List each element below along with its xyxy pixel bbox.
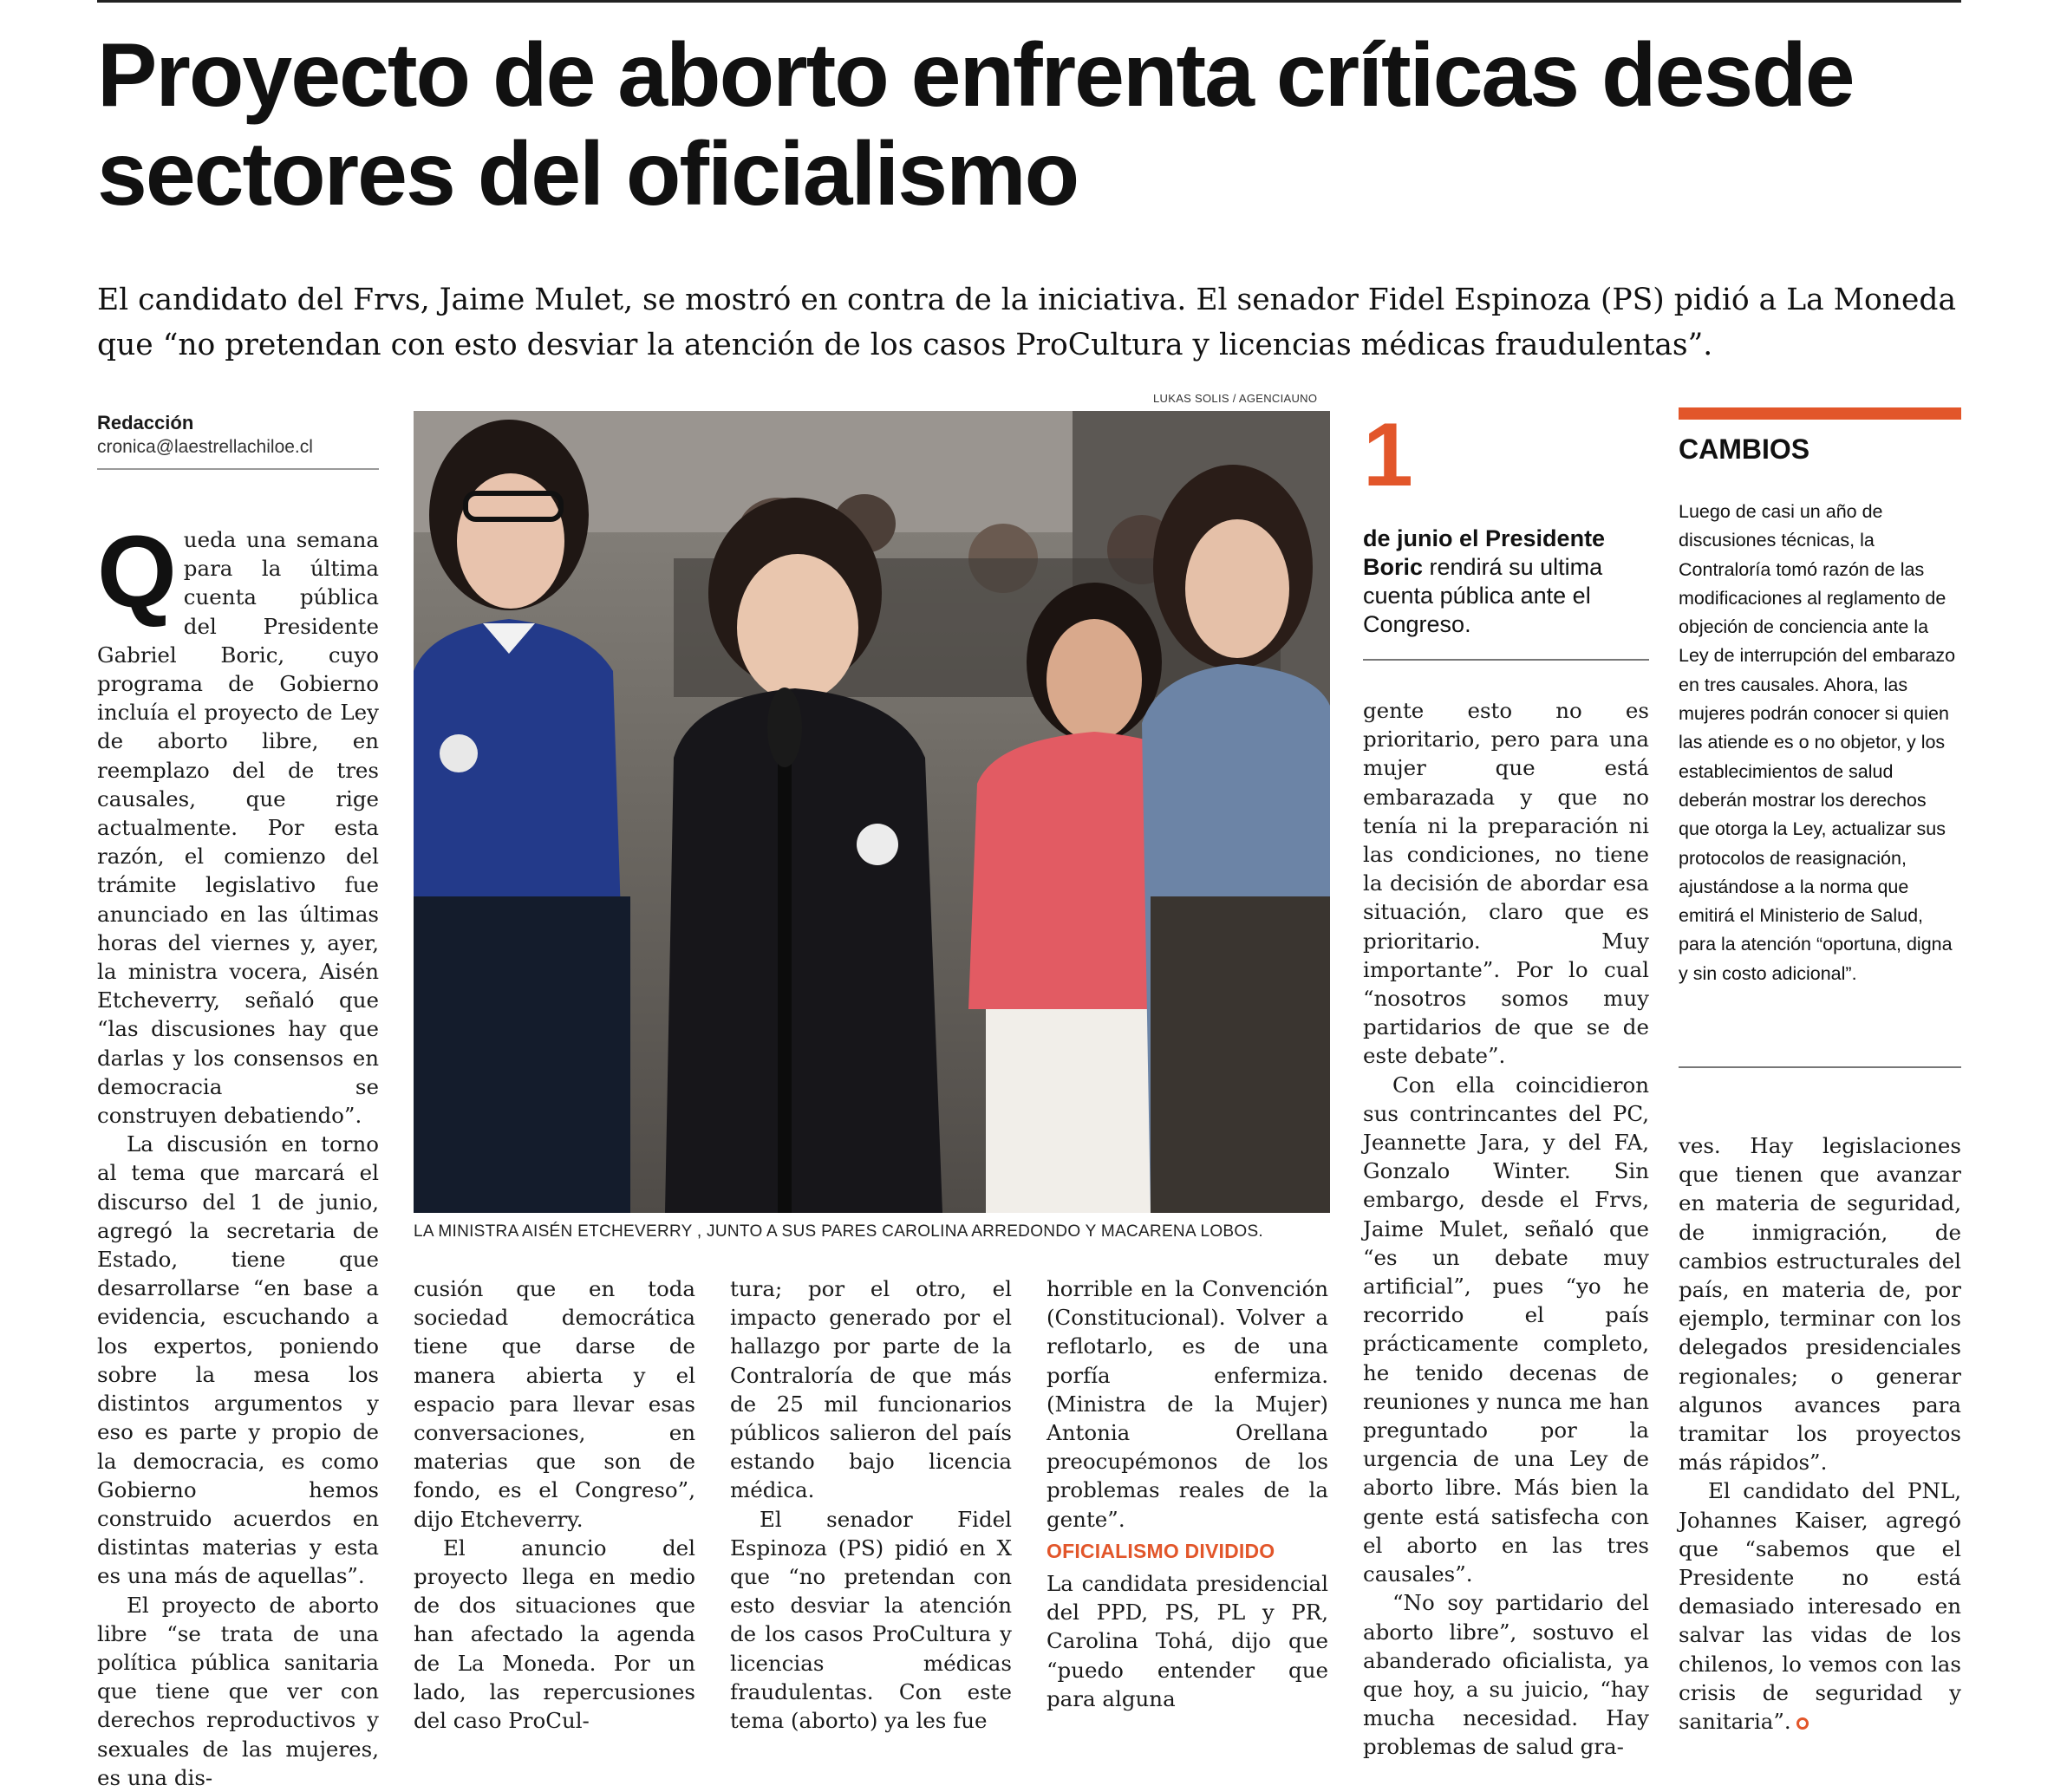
paragraph: gente esto no es prioritario, pero para una mujer que está embarazada y que no tenía ni la preparación ni las condiciones, no tiene la decisión de abordar esa situación, claro que es prioritario. Muy importante”. Por lo cual “nosotros somos muy partidarios de que se de este debate”. (1363, 698, 1649, 1069)
end-mark-icon (1796, 1717, 1809, 1730)
photo-image (414, 411, 1330, 1213)
paragraph: cusión que en toda sociedad democrática tiene que darse de manera abierta y el espacio para llevar esas conversaciones, en materias que son de fondo, es el Congreso”, dijo Etcheverry. (414, 1276, 695, 1532)
article-column-4 (1047, 1274, 1328, 1713)
photo (414, 411, 1330, 1213)
article-column-5 (1363, 696, 1649, 1762)
photo-caption: LA MINISTRA AISÉN ETCHEVERRY , JUNTO A SUS PARES CAROLINA ARREDONDO Y MACARENA LOBOS. (414, 1222, 1264, 1241)
paragraph: El anuncio del proyecto llega en medio de dos situaciones que han afectado la agenda de La Moneda. Por un lado, las repercusiones del caso ProCul- (414, 1535, 695, 1734)
sidebar-accent-bar (1679, 407, 1961, 420)
paragraph: Con ella coincidieron sus contrincantes del PC, Jeannette Jara, y del FA, Gonzalo Winter. Sin embargo, desde el Frvs, Jaime Mulet, señaló que “es un debate muy artificial”, pues “yo he recorrido el país prácticamente completo, he tenido decenas de reuniones y nunca me han preguntado por la urgencia de una Ley de aborto libre. Más bien la gente está satisfecha con el aborto en las tres causales”. (1363, 1072, 1649, 1587)
article-column-3 (730, 1274, 1012, 1735)
top-rule (97, 0, 1961, 3)
byline-name: Redacción (97, 412, 194, 433)
paragraph: La discusión en torno al tema que marcará el discurso del 1 de junio, agregó la secretaria de Estado, tiene que desarrollarse “en base a evidencia, escuchando a los expertos, poniendo sobre la mesa los distintos argumentos y eso es parte y propio de la democracia, es como Gobierno hemos construido acuerdos en distintas materias y esta es una más de aquellas”. (97, 1131, 379, 1589)
paragraph: El candidato del PNL, Johannes Kaiser, agregó que “sabemos que el Presidente no está demasiado interesado en salvar las vidas de los chilenos, lo vemos con las crisis de seguridad y sanitaria”. (1679, 1478, 1961, 1735)
article-column-6 (1679, 1131, 1961, 1736)
paragraph: Queda una semana para la última cuenta pública del Presidente Gabriel Boric, cuyo programa de Gobierno incluía el proyecto de Ley de aborto libre, en reemplazo del de tres causales, que rige actualmente. Por esta razón, el comienzo del trámite legislativo fue anunciado en las últimas horas del viernes y, ayer, la ministra vocera, Aisén Etcheverry, señaló que “las discusiones hay que darlas y los consensos en democracia se construyen debatiendo”. (97, 515, 379, 1129)
paragraph: tura; por el otro, el impacto generado por el hallazgo por parte de la Contraloría de que más de 25 mil funcionarios públicos salieron del país estando bajo licencia médica. (730, 1276, 1012, 1503)
sidebar-divider (1679, 1066, 1961, 1068)
sidebar-body: Luego de casi un año de discusiones técnicas, la Contraloría tomó razón de las modificaciones al reglamento de objeción de conciencia ante la Ley de interrupción del embarazo en tres causales. Ahora, las mujeres podrán conocer si quien las atiende es o no objetor, y los establecimientos de salud deberán mostrar los derechos que otorga la Ley, actualizar sus protocolos de reasignación, ajustándose a la norma que emitirá el Ministerio de Salud, para la atención “oportuna, digna y sin costo adicional”. (1679, 501, 1956, 984)
factoid-divider (1363, 659, 1649, 661)
paragraph: “No soy partidario del aborto libre”, sostuvo el abanderado oficialista, ya que hoy, a su juicio, “hay mucha necesidad. Hay problemas de salud gra- (1363, 1590, 1649, 1760)
sidebar-title: CAMBIOS (1679, 433, 1810, 465)
drop-cap: Q (97, 515, 177, 629)
headline: Proyecto de aborto enfrenta críticas desde sectores del oficialismo (97, 25, 1854, 225)
paragraph: El senador Fidel Espinoza (PS) pidió en X que “no pretendan con esto desviar la atención de los casos ProCultura y licencias médicas fraudulentas. Con este tema (aborto) ya les fue (730, 1506, 1012, 1734)
byline-email[interactable]: cronica@laestrellachiloe.cl (97, 437, 313, 457)
photo-credit: LUKAS SOLIS / AGENCIAUNO (1153, 392, 1318, 405)
paragraph: horrible en la Convención (Constitucional). Volver a reflotarlo, es de una porfía enfermiza. (Ministra de la Mujer) Antonia Orellana preocupémonos de los problemas reales de la gente”. (1047, 1276, 1328, 1532)
deck: El candidato del Frvs, Jaime Mulet, se mostró en contra de la iniciativa. El senador Fidel Espinoza (PS) pidió a La Moneda que “no pretendan con esto desviar la atención de los casos ProCultura y licencias médicas fraudulentas”. (97, 283, 1957, 362)
factoid-text: de junio el Presidente Boric rendirá su ultima cuenta pública ante el Congreso. (1363, 525, 1606, 637)
byline (97, 411, 379, 470)
paragraph: ves. Hay legislaciones que tienen que avanzar en materia de seguridad, de inmigración, de cambios estructurales del país, en materia de, por ejemplo, terminar con los delegados presidenciales regionales; o generar algunos avances para tramitar los proyectos más rápidos”. (1679, 1133, 1961, 1476)
paragraph: El proyecto de aborto libre “se trata de una política pública sanitaria que tiene que ver con derechos reproductivos y sexuales de las mujeres, es una dis- (97, 1592, 379, 1790)
article-column-2 (414, 1274, 695, 1735)
article-column-1 (97, 515, 379, 1792)
section-subhead: OFICIALISMO DIVIDIDO (1047, 1539, 1275, 1562)
factoid-number: 1 (1363, 405, 1413, 505)
paragraph: La candidata presidencial del PPD, PS, PL y PR, Carolina Tohá, dijo que “puedo entender que para alguna (1047, 1571, 1328, 1711)
